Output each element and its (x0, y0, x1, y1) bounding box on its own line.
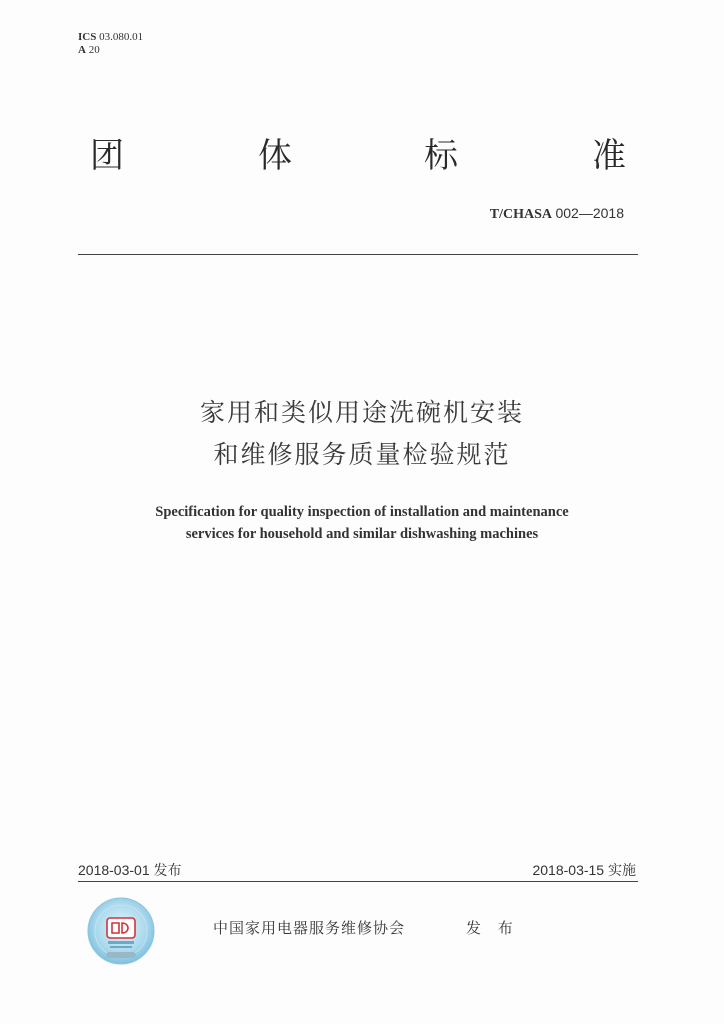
standard-number-prefix: T/CHASA (489, 207, 552, 222)
standard-number-value: 002—2018 (555, 205, 624, 221)
english-title-line-2: services for household and similar dishwashing machines (185, 526, 539, 542)
ics-code: 03.080.01 (99, 31, 144, 43)
standard-type-char-2: 体 (258, 136, 292, 176)
issue-date: 2018-03-01 发布 (78, 862, 182, 878)
ics-line (78, 31, 143, 44)
english-title-line-1: Specification for quality inspection of installation and maintenance (155, 504, 569, 520)
standard-type-char-3: 标 (424, 136, 458, 176)
classification-codes (78, 31, 143, 57)
ccs-label: A (78, 44, 86, 56)
ics-label: ICS (78, 31, 97, 43)
ccs-line (78, 44, 143, 57)
standard-number (490, 205, 624, 223)
standard-type-char-1: 团 (90, 136, 124, 176)
standard-type-char-4: 准 (592, 136, 626, 176)
publisher-name: 中国家用电器服务维修协会 (213, 919, 406, 937)
bottom-divider (78, 881, 638, 882)
publish-label: 发 布 (466, 919, 519, 937)
chinese-title (0, 392, 724, 476)
ccs-code: 20 (88, 44, 100, 56)
anti-counterfeit-seal-icon (86, 896, 156, 966)
standard-type-heading (78, 132, 628, 180)
top-divider (78, 254, 638, 255)
english-title (0, 501, 724, 545)
implementation-date: 2018-03-15 实施 (532, 862, 636, 878)
chinese-title-line-1: 家用和类似用途洗碗机安装 (199, 398, 524, 427)
chinese-title-line-2: 和维修服务质量检验规范 (213, 440, 511, 469)
